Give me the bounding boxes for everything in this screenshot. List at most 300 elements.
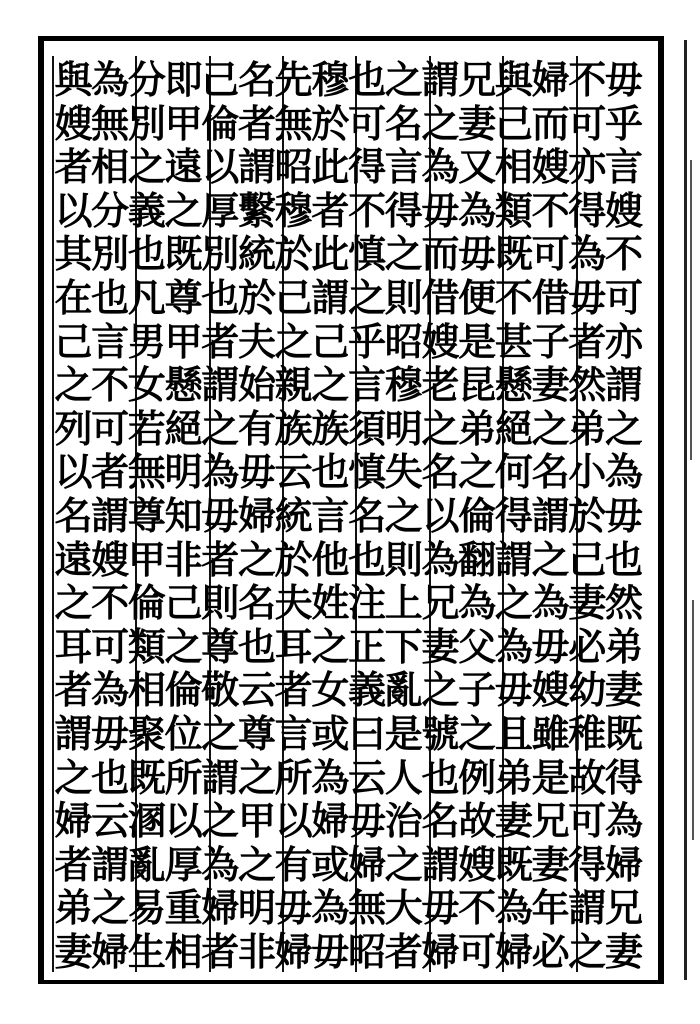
character: 名 [54,492,93,538]
character: 絕 [494,405,533,451]
character: 以 [421,492,460,538]
character: 者 [201,536,240,582]
character: 毋 [531,623,570,669]
character: 妻 [531,841,570,887]
character: 昭 [274,144,313,190]
character: 之 [384,492,423,538]
character: 婦 [91,928,130,974]
character: 之 [384,231,423,277]
character: 者 [237,100,276,146]
character: 之 [164,623,203,669]
character: 甲 [237,798,276,844]
page-right-edge [658,36,664,984]
character: 明 [237,885,276,931]
character: 下 [384,623,423,669]
character: 親 [274,362,313,408]
character: 毋 [201,492,240,538]
character: 無 [348,885,387,931]
character: 謂 [237,144,276,190]
character: 言 [604,144,643,190]
character: 謂 [91,841,130,887]
character: 在 [54,274,93,320]
character: 者 [384,928,423,974]
character: 妻 [604,667,643,713]
character: 之 [54,362,93,408]
character: 也 [127,231,166,277]
character: 嫂 [531,144,570,190]
character: 尊 [237,710,276,756]
character: 懸 [164,362,203,408]
character: 云 [237,667,276,713]
character: 為 [91,57,130,102]
character: 倫 [127,580,166,626]
character: 得 [568,841,607,887]
character: 嫂 [458,841,497,887]
character: 分 [91,187,130,233]
character: 也 [348,57,387,102]
character: 己 [311,318,350,364]
character: 即 [164,57,203,102]
character: 是 [531,754,570,800]
character: 謂 [531,492,570,538]
character: 之 [237,754,276,800]
character: 此 [311,231,350,277]
character: 子 [458,667,497,713]
character: 謂 [494,536,533,582]
character: 父 [458,623,497,669]
character: 謂 [568,885,607,931]
character: 繫 [237,187,276,233]
character: 弟 [458,405,497,451]
character: 為 [421,144,460,190]
character: 妻 [458,100,497,146]
character: 己 [164,580,203,626]
character: 正 [348,623,387,669]
character: 之 [127,144,166,190]
character: 位 [164,710,203,756]
character: 必 [568,623,607,669]
character: 嫂 [531,667,570,713]
character: 者 [311,187,350,233]
character: 甲 [164,100,203,146]
character: 為 [458,187,497,233]
character: 分 [127,57,166,102]
character: 失 [384,449,423,495]
character: 於 [237,274,276,320]
character: 尊 [201,623,240,669]
scan-noise [680,40,698,980]
character: 人 [384,754,423,800]
character: 尊 [164,274,203,320]
character: 敬 [201,667,240,713]
character: 子 [531,318,570,364]
character: 相 [164,928,203,974]
character: 於 [274,536,313,582]
character: 謂 [604,362,643,408]
character: 者 [568,318,607,364]
character: 穆 [274,187,313,233]
character: 統 [237,231,276,277]
character: 兄 [421,580,460,626]
character: 聚 [127,710,166,756]
character: 妻 [568,580,607,626]
character: 名 [531,449,570,495]
character: 夫 [237,318,276,364]
character: 其 [54,231,93,277]
character: 毋 [421,885,460,931]
character: 遠 [54,536,93,582]
character: 無 [127,449,166,495]
character: 或 [311,841,350,887]
character: 以 [54,449,93,495]
character: 己 [54,318,93,364]
character: 婦 [531,57,570,102]
character: 曰 [348,710,387,756]
character: 例 [458,754,497,800]
character: 借 [421,274,460,320]
character: 婦 [54,798,93,844]
character: 名 [384,100,423,146]
character: 之 [311,623,350,669]
character: 治 [384,798,423,844]
character: 云 [348,754,387,800]
character: 之 [384,841,423,887]
character: 也 [604,536,643,582]
character: 得 [384,187,423,233]
character: 己 [494,100,533,146]
character: 為 [421,536,460,582]
character: 年 [531,885,570,931]
character: 毋 [604,492,643,538]
character: 毋 [91,710,130,756]
character: 有 [274,841,313,887]
character: 與 [54,57,93,102]
character: 必 [531,928,570,974]
character: 號 [421,710,460,756]
character: 上 [384,580,423,626]
character: 毋 [494,667,533,713]
character: 毋 [348,798,387,844]
character: 之 [201,710,240,756]
character: 無 [91,100,130,146]
character: 為 [311,885,350,931]
character: 所 [164,754,203,800]
character: 妻 [54,928,93,974]
character: 而 [531,100,570,146]
character: 之 [568,928,607,974]
character: 翻 [458,536,497,582]
character: 毋 [311,928,350,974]
character: 不 [531,187,570,233]
character: 然 [604,580,643,626]
character: 不 [604,231,643,277]
character: 弟 [604,623,643,669]
character: 之 [348,274,387,320]
text-column [50,57,98,974]
character: 謂 [91,492,130,538]
character: 之 [274,318,313,364]
character: 又 [458,144,497,190]
character: 亂 [384,667,423,713]
character: 者 [201,928,240,974]
character: 謂 [421,841,460,887]
character: 名 [237,57,276,102]
character: 毋 [237,449,276,495]
character: 者 [54,667,93,713]
character: 不 [494,274,533,320]
character: 也 [91,754,130,800]
character: 稚 [568,710,607,756]
character: 穆 [384,362,423,408]
character: 之 [384,57,423,102]
character: 於 [311,100,350,146]
character: 明 [384,405,423,451]
character: 之 [54,754,93,800]
character: 兄 [531,798,570,844]
character: 之 [91,885,130,931]
character: 不 [348,187,387,233]
character: 也 [91,274,130,320]
character: 女 [311,667,350,713]
character: 此 [311,144,350,190]
character: 若 [127,405,166,451]
character: 婦 [494,928,533,974]
character: 嫂 [421,318,460,364]
character: 昭 [384,318,423,364]
character: 謂 [201,362,240,408]
character: 則 [201,580,240,626]
character: 是 [458,318,497,364]
character: 可 [604,274,643,320]
character: 云 [91,798,130,844]
character: 亦 [568,144,607,190]
character: 可 [348,100,387,146]
character: 名 [421,798,460,844]
character: 言 [91,318,130,364]
character: 則 [384,536,423,582]
character: 為 [604,798,643,844]
character: 昭 [348,928,387,974]
character: 謂 [311,274,350,320]
character: 者 [54,144,93,190]
character: 甲 [127,536,166,582]
character: 為 [494,623,533,669]
character: 以 [274,798,313,844]
character: 之 [531,405,570,451]
character: 之 [237,841,276,887]
character: 於 [568,492,607,538]
character: 之 [421,405,460,451]
character: 可 [568,798,607,844]
character: 為 [604,449,643,495]
character: 統 [274,492,313,538]
character: 弟 [494,754,533,800]
character: 可 [91,623,130,669]
character: 既 [127,754,166,800]
character: 者 [54,841,93,887]
character: 婦 [201,885,240,931]
character: 甲 [164,318,203,364]
character: 然 [568,362,607,408]
character: 之 [421,667,460,713]
character: 生 [127,928,166,974]
character: 言 [384,144,423,190]
character: 毋 [458,231,497,277]
character: 小 [568,449,607,495]
character: 既 [164,231,203,277]
character: 嫂 [91,536,130,582]
character: 之 [458,449,497,495]
character: 他 [311,536,350,582]
character: 言 [348,362,387,408]
character: 以 [54,187,93,233]
character: 而 [421,231,460,277]
character: 毋 [568,274,607,320]
character: 云 [274,449,313,495]
character: 毋 [421,187,460,233]
character: 毋 [604,57,643,102]
character: 義 [348,667,387,713]
character: 且 [494,710,533,756]
character: 嫂 [604,187,643,233]
character: 為 [458,580,497,626]
character: 列 [54,405,93,451]
character: 或 [311,710,350,756]
character: 也 [348,536,387,582]
character: 何 [494,449,533,495]
character: 雖 [531,710,570,756]
character: 兄 [458,57,497,102]
character: 也 [237,623,276,669]
character: 夫 [274,580,313,626]
character: 為 [201,449,240,495]
character: 可 [458,928,497,974]
character: 以 [164,798,203,844]
character: 不 [91,580,130,626]
character: 無 [274,100,313,146]
character: 於 [274,231,313,277]
character: 溷 [127,798,166,844]
character: 婦 [604,841,643,887]
character: 類 [127,623,166,669]
character: 慎 [348,231,387,277]
character: 為 [494,885,533,931]
character: 妻 [531,362,570,408]
character: 可 [91,405,130,451]
character: 重 [164,885,203,931]
character: 者 [91,449,130,495]
character: 昆 [458,362,497,408]
character: 兄 [604,885,643,931]
character: 別 [127,100,166,146]
character: 須 [348,405,387,451]
character: 凡 [127,274,166,320]
character: 之 [494,580,533,626]
character: 相 [91,144,130,190]
character: 有 [237,405,276,451]
character: 女 [127,362,166,408]
character: 己 [568,536,607,582]
character: 婦 [274,928,313,974]
character: 非 [237,928,276,974]
character: 相 [127,667,166,713]
character: 相 [494,144,533,190]
character: 倫 [201,100,240,146]
character: 穆 [311,57,350,102]
character: 甚 [494,318,533,364]
character: 妻 [604,928,643,974]
character: 之 [54,580,93,626]
character: 姓 [311,580,350,626]
character: 易 [127,885,166,931]
character: 之 [237,536,276,582]
character: 慎 [348,449,387,495]
character: 別 [91,231,130,277]
character: 倫 [164,667,203,713]
character: 耳 [54,623,93,669]
character: 之 [531,536,570,582]
character: 婦 [348,841,387,887]
character: 故 [458,798,497,844]
character: 倫 [458,492,497,538]
character: 得 [494,492,533,538]
character: 為 [201,841,240,887]
character: 故 [568,754,607,800]
character: 婦 [237,492,276,538]
character: 得 [568,187,607,233]
character: 厚 [201,187,240,233]
character: 別 [201,231,240,277]
character: 名 [421,449,460,495]
character: 亂 [127,841,166,887]
character: 既 [494,231,533,277]
character: 注 [348,580,387,626]
character: 絕 [164,405,203,451]
character: 婦 [421,928,460,974]
character: 為 [311,754,350,800]
character: 妻 [421,623,460,669]
character: 可 [568,100,607,146]
character: 知 [164,492,203,538]
character: 之 [311,362,350,408]
character: 名 [237,580,276,626]
character: 之 [421,100,460,146]
character: 者 [274,667,313,713]
character: 可 [531,231,570,277]
character: 乎 [604,100,643,146]
character: 弟 [54,885,93,931]
character: 懸 [494,362,533,408]
character: 為 [531,580,570,626]
character: 亦 [604,318,643,364]
character: 謂 [421,57,460,102]
character: 己 [274,274,313,320]
character: 便 [458,274,497,320]
character: 耳 [274,623,313,669]
character: 所 [274,754,313,800]
character: 之 [604,405,643,451]
character: 遠 [164,144,203,190]
character: 之 [164,187,203,233]
character: 男 [127,318,166,364]
character: 幼 [568,667,607,713]
character: 之 [458,710,497,756]
character: 大 [384,885,423,931]
character: 不 [91,362,130,408]
character: 義 [127,187,166,233]
character: 者 [201,318,240,364]
character: 言 [311,492,350,538]
